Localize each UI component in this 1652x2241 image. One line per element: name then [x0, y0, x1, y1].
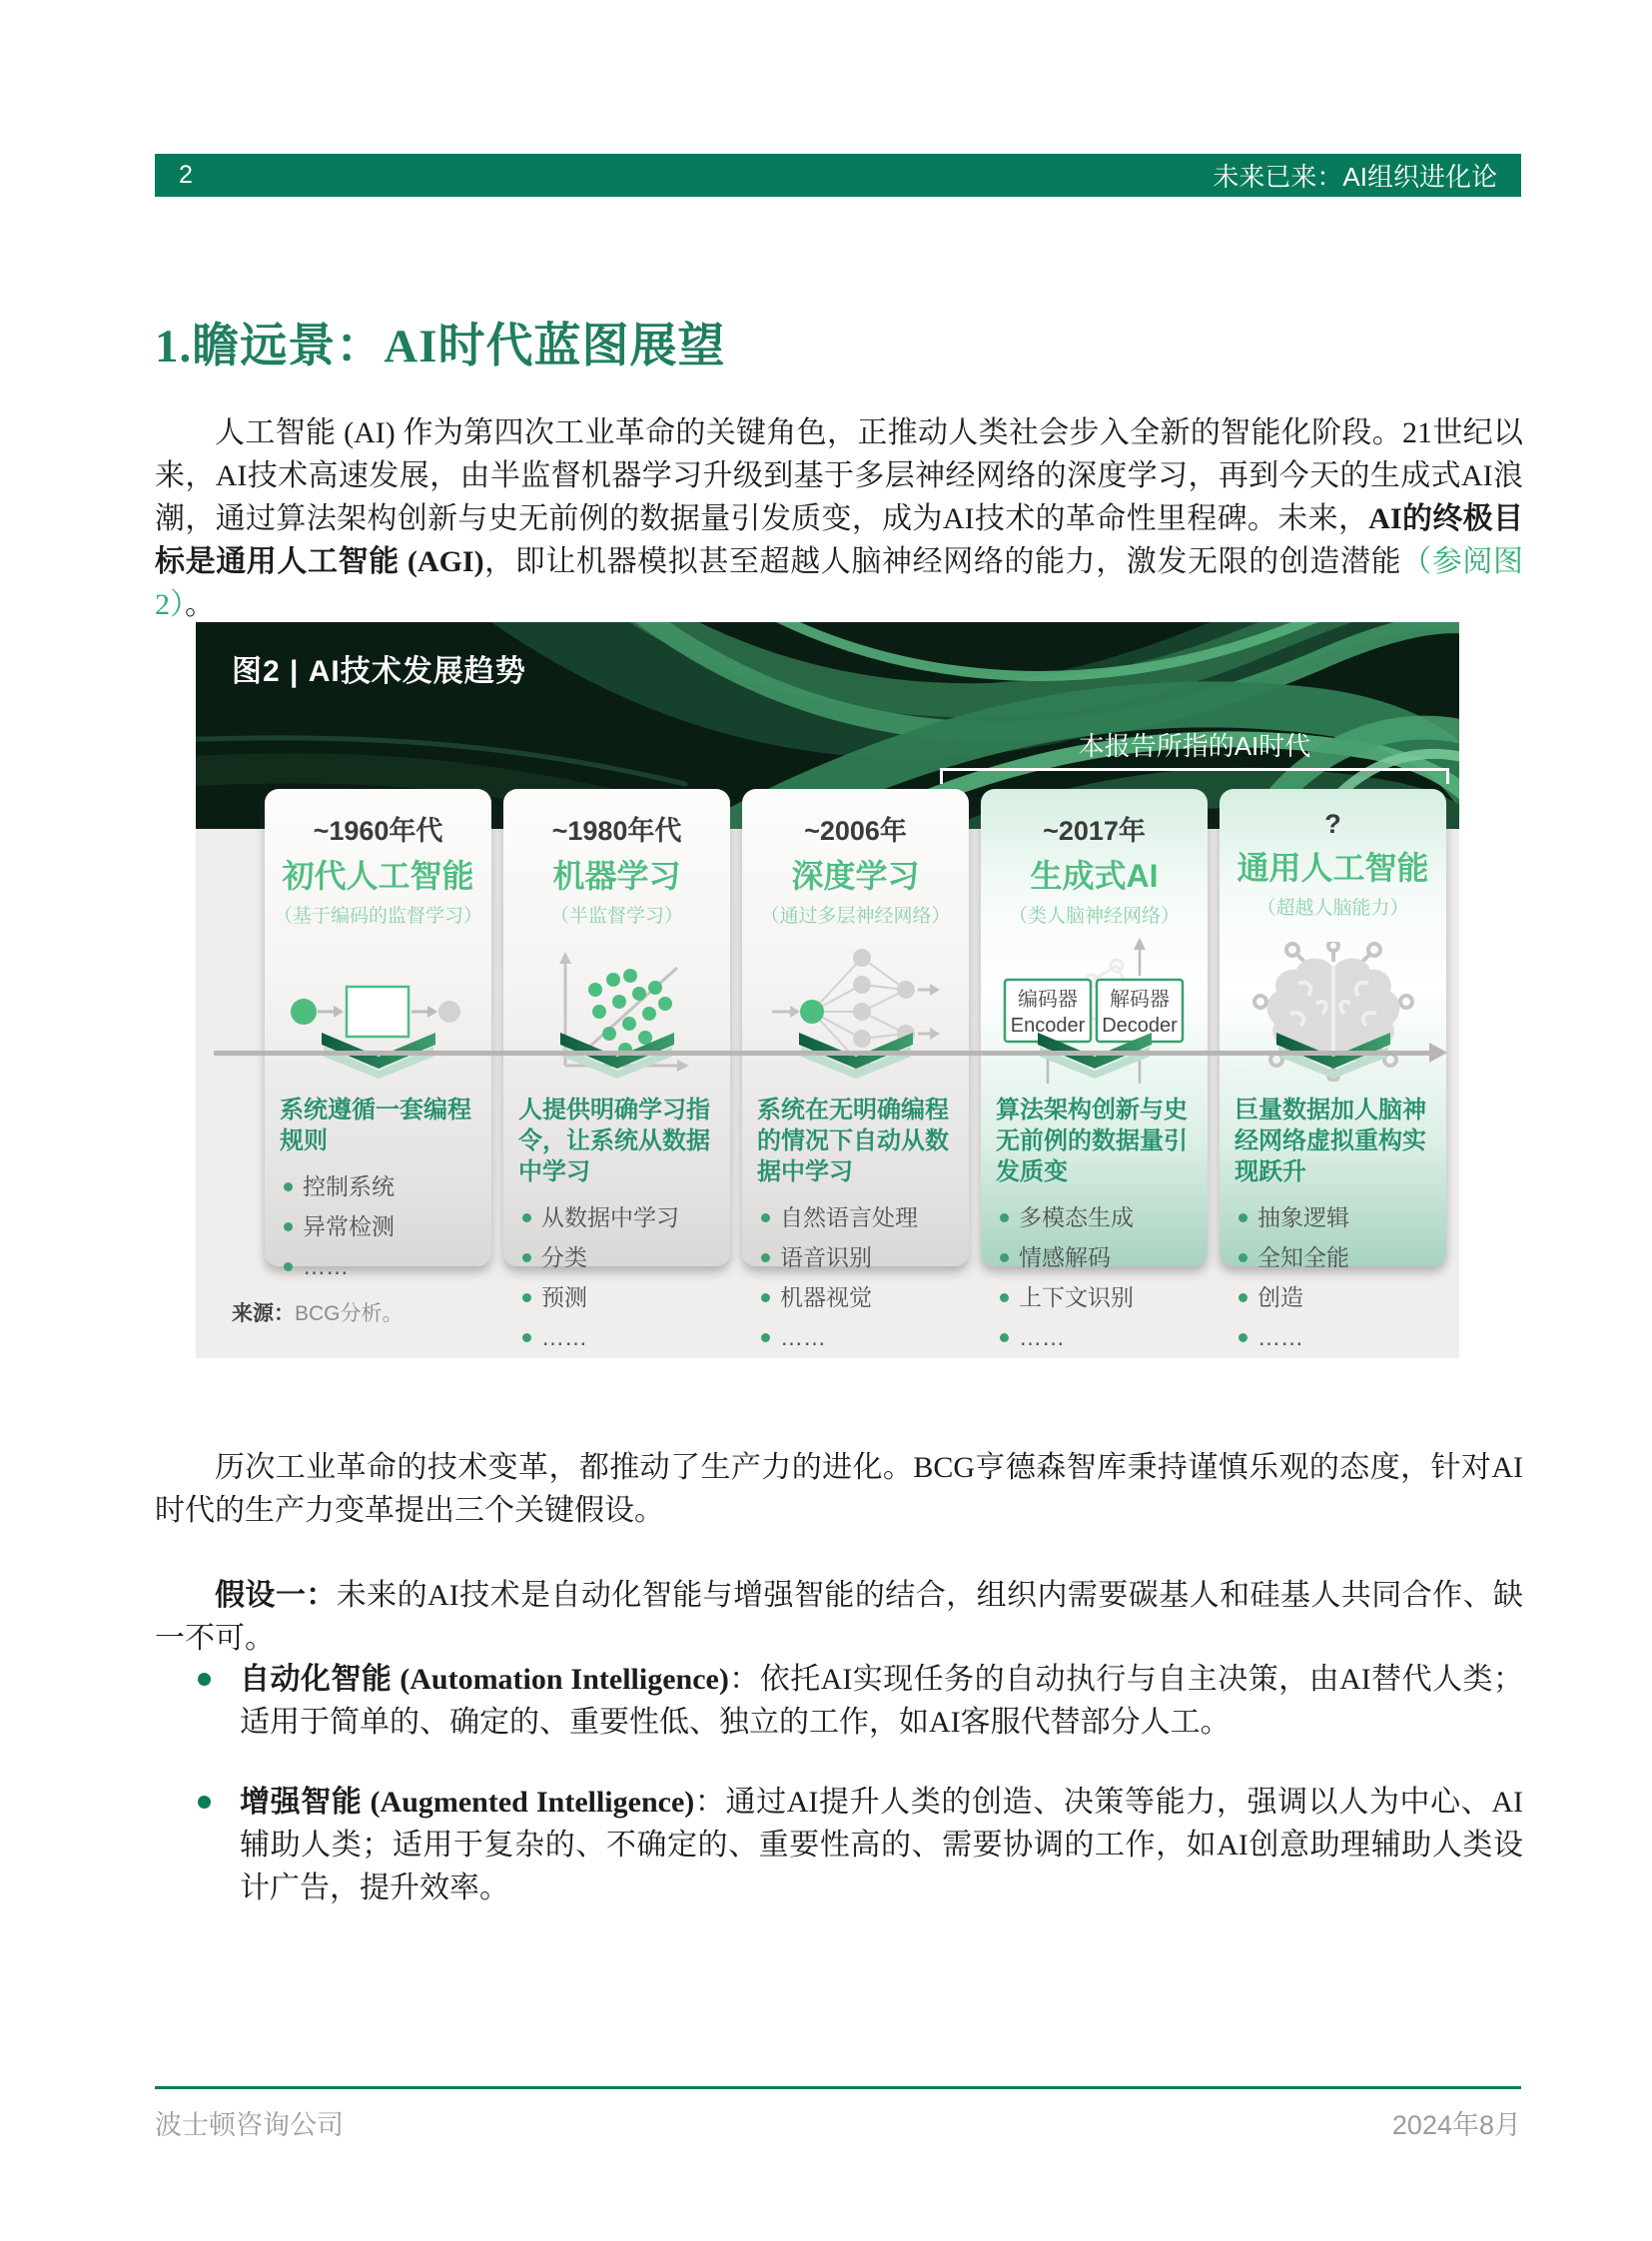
card-description: 人提供明确学习指令，让系统从数据中学习 [518, 1097, 710, 1185]
card-list-item: 多模态生成 [996, 1197, 1200, 1237]
card-subtitle: （超越人脑能力） [1256, 898, 1409, 919]
card-early-ai [265, 789, 491, 1279]
chevron-down-icon [791, 1031, 921, 1084]
hypothesis-one-paragraph [155, 1574, 1523, 1660]
running-head: 未来已来：AI组织进化论 [1213, 162, 1497, 192]
card-list-item: 异常检测 [280, 1206, 483, 1246]
chevron-down-icon [1030, 1031, 1160, 1084]
card-title: 深度学习 [791, 858, 920, 894]
automation-intelligence-term: 自动化智能 (Automation Intelligence) [240, 1663, 729, 1696]
card-description: 巨量数据加人脑神经网络虚拟重构实现跃升 [1235, 1097, 1426, 1185]
source-text: BCG分析。 [295, 1302, 404, 1325]
automation-intelligence-text: ：依托AI实现任务的自动执行与自主决策，由AI替代人类；适用于简单的、确定的、重要性低、独立的工作，如AI客服代替部分人工。 [240, 1663, 1524, 1739]
intro-text-end: 。 [185, 588, 215, 621]
timeline-arrow [214, 1051, 1430, 1056]
footer-company: 波士顿咨询公司 [155, 2110, 344, 2140]
card-list-item: …… [996, 1317, 1200, 1357]
card-subtitle: （类人脑神经网络） [1008, 906, 1180, 927]
footer-date: 2024年8月 [1391, 2110, 1521, 2140]
svg-text:解码器: 解码器 [1110, 989, 1170, 1011]
card-feature-list [280, 1166, 483, 1286]
card-list-item: …… [518, 1317, 722, 1357]
page-number: 2 [179, 161, 193, 189]
card-list-item: 创造 [1235, 1277, 1438, 1317]
card-list-item: 控制系统 [280, 1166, 483, 1206]
page-header-bar [155, 154, 1521, 197]
card-description: 算法架构创新与史无前例的数据量引发质变 [996, 1097, 1188, 1185]
card-feature-list [757, 1197, 961, 1357]
card-list-item: 全知全能 [1235, 1237, 1438, 1277]
card-list-item: 机器视觉 [757, 1277, 961, 1317]
ai-era-label: 本报告所指的AI时代 [1078, 731, 1311, 761]
card-list-item: 上下文识别 [996, 1277, 1200, 1317]
revolution-paragraph: 历次工业革命的技术变革，都推动了生产力的进化。BCG亨德森智库秉持谨慎乐观的态度，针对AI时代的生产力变革提出三个关键假设。 [155, 1451, 1523, 1527]
source-label: 来源： [232, 1302, 295, 1325]
intro-text-mid: ，即让机器模拟甚至超越人脑神经网络的能力，激发无限的创造潜能 [483, 545, 1402, 578]
figure-2-reference-link[interactable]: （参阅图2） [155, 545, 1524, 621]
card-subtitle: （半监督学习） [549, 906, 683, 927]
card-generative-ai [981, 789, 1208, 1350]
card-feature-list [996, 1197, 1200, 1357]
intro-paragraph [155, 411, 1523, 626]
hypothesis-one-label: 假设一： [215, 1579, 337, 1612]
card-year: ~1980年代 [551, 816, 682, 846]
chevron-down-icon [314, 1031, 443, 1084]
card-subtitle: （基于编码的监督学习） [273, 906, 482, 927]
figure-source [232, 1297, 404, 1327]
footer-divider [155, 2086, 1521, 2089]
page-footer [155, 2103, 1521, 2142]
chevron-down-icon [552, 1031, 682, 1084]
card-list-item: 抽象逻辑 [1235, 1197, 1438, 1237]
card-feature-list [518, 1197, 722, 1357]
automation-intelligence-bullet [155, 1658, 1523, 1744]
card-list-item: 情感解码 [996, 1237, 1200, 1277]
augmented-intelligence-text: ：通过AI提升人类的创造、决策等能力，强调以人为中心、AI辅助人类；适用于复杂的、不确定的、重要性高的、需要协调的工作，如AI创意助理辅助人类设计广告，提升效率。 [240, 1786, 1523, 1904]
figure-2-ai-trends [196, 622, 1459, 1358]
card-list-item: 从数据中学习 [518, 1197, 722, 1237]
card-agi [1220, 789, 1446, 1350]
card-list-item: 语音识别 [757, 1237, 961, 1277]
card-list-item: …… [757, 1317, 961, 1357]
figure-title: 图2 | AI技术发展趋势 [232, 655, 526, 688]
card-title: 生成式AI [1030, 858, 1159, 894]
svg-text:Decoder: Decoder [1102, 1015, 1178, 1037]
svg-text:Encoder: Encoder [1010, 1015, 1086, 1037]
card-year: ~2017年 [1043, 816, 1146, 846]
card-title: 初代人工智能 [282, 858, 474, 894]
svg-text:编码器: 编码器 [1018, 989, 1078, 1011]
card-list-item: 自然语言处理 [757, 1197, 961, 1237]
ai-era-bracket [940, 768, 1449, 784]
augmented-intelligence-term: 增强智能 (Augmented Intelligence) [240, 1786, 695, 1819]
card-year: ~2006年 [804, 816, 907, 846]
hypothesis-one-text: 未来的AI技术是自动化智能与增强智能的结合，组织内需要碳基人和硅基人共同合作、缺一不可。 [155, 1579, 1524, 1655]
card-machine-learning [503, 789, 730, 1350]
card-title: 通用人工智能 [1237, 850, 1429, 886]
section-title: 1.瞻远景：AI时代蓝图展望 [155, 321, 726, 374]
intro-text: 人工智能 (AI) 作为第四次工业革命的关键角色，正推动人类社会步入全新的智能化阶段。21世纪以来，AI技术高速发展，由半监督机器学习升级到基于多层神经网络的深度学习，再到今天的生成式AI浪潮，通过算法架构创新与史无前例的数据量引发质变，成为AI技术的革命性里程碑。未来， [155, 416, 1523, 535]
card-title: 机器学习 [552, 858, 681, 894]
card-year: ~1960年代 [313, 816, 443, 846]
card-list-item: …… [1235, 1317, 1438, 1357]
card-subtitle: （通过多层神经网络） [760, 906, 951, 927]
card-list-item: 预测 [518, 1277, 722, 1317]
card-deep-learning [742, 789, 969, 1350]
card-feature-list [1235, 1197, 1438, 1357]
card-list-item: 分类 [518, 1237, 722, 1277]
card-list-item: …… [280, 1246, 483, 1286]
card-description: 系统在无明确编程的情况下自动从数据中学习 [757, 1097, 949, 1185]
augmented-intelligence-bullet [155, 1781, 1523, 1909]
card-year: ? [1324, 809, 1341, 839]
agi-bold-phrase: AI的终极目标是通用人工智能 (AGI) [155, 502, 1524, 578]
card-description: 系统遵循一套编程规则 [280, 1097, 471, 1154]
intelligence-bullet-list [155, 1658, 1523, 1946]
chevron-down-icon [1268, 1031, 1398, 1084]
